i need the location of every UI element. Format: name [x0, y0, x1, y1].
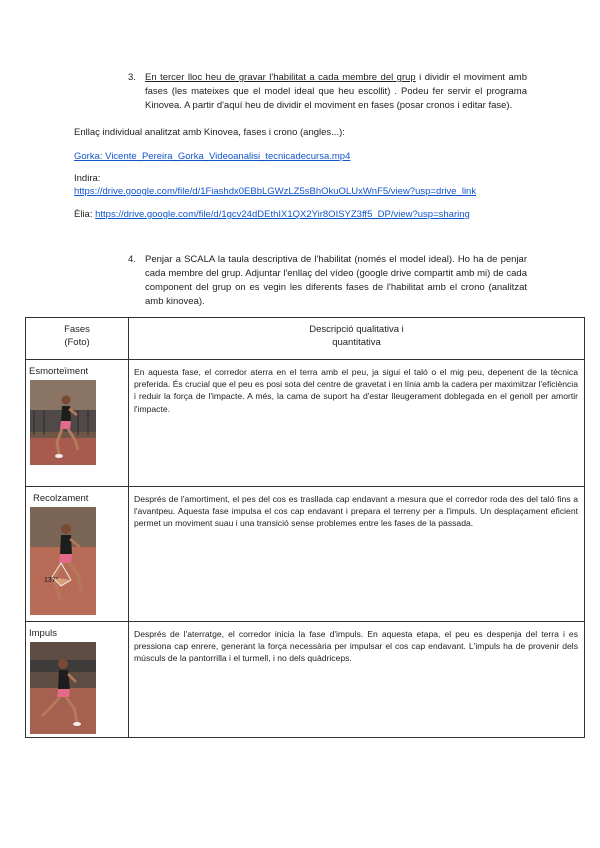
- phases-table: [25, 317, 585, 738]
- table-row: [26, 487, 585, 622]
- table-header-row: [26, 318, 585, 360]
- phase-cell: [26, 622, 129, 738]
- table-row: [26, 360, 585, 487]
- header-phases-label: Fases: [64, 324, 90, 335]
- instruction-item-3: [128, 71, 528, 113]
- header-phases: [26, 318, 129, 360]
- phase-name: Esmorteïment: [29, 366, 89, 377]
- elia-video-link[interactable]: https://drive.google.com/file/d/1gcv24dDEthIX1QX2Yir8OISYZ3ff5_DP/view?usp=sharing: [95, 209, 470, 220]
- item-number: 3.: [128, 72, 136, 83]
- header-description-line1: Descripció qualitativa i: [309, 324, 404, 335]
- gorka-video-link[interactable]: Gorka: Vicente_Pereira_Gorka_Videoanalisi_tecnicadecursa.mp4: [74, 151, 351, 162]
- phase-name: Recolzament: [33, 493, 89, 504]
- item-text: i dividir el moviment amb fases (les mateixes que el model ideal que heu escollit) . Podeu fer servir el programa Kinovea. A partir d'aquí heu de dividir el moviment en fases (posar cronos i editar fase).: [145, 72, 528, 111]
- phase-name: Impuls: [29, 628, 57, 639]
- angle-label: 137°: [44, 577, 59, 584]
- elia-label: Èlia:: [74, 209, 93, 220]
- header-description-line2: quantitativa: [332, 337, 381, 348]
- table-row: [26, 622, 585, 738]
- phase-photo: [30, 507, 96, 615]
- header-description: [129, 318, 585, 360]
- indira-video-link[interactable]: https://drive.google.com/file/d/1Fiashdx0EBbLGWzLZ5sBhOkuOLUxWnF5/view?usp=drive_link: [74, 186, 477, 197]
- phase-cell: [26, 360, 129, 487]
- phase-description: Després de l'amortiment, el pes del cos es trasllada cap endavant a mesura que el corredor roda des del taló fins a l'avantpeu. Aquesta fase impulsa el cos cap endavant i prepara el terreny per a l'impuls. Un desplaçament eficient permet un moviment suau i una transició sense problemes entre les fases de la passada.: [129, 487, 585, 622]
- phase-description: Després de l'aterratge, el corredor inicia la fase d'impuls. En aquesta etapa, el peu es despenja del terra i es pressiona cap enrere, generant la força necessària per impulsar el cos cap endavant. L'impuls ha de provenir dels músculs de la pantorrilla i el turmell, i no dels quàdriceps.: [129, 622, 585, 738]
- phase-description: En aquesta fase, el corredor aterra en el terra amb el peu, ja sigui el taló o el mig peu, depenent de la tècnica preferida. És crucial que el peu es posi sota del centre de gravetat i en línia amb la cadera per maximitzar l'eficiència i reduir la força de l'impacte. A més, la cama de suport ha d'estar lleugerament doblegada en el genoll per amortir l'impacte.: [129, 360, 585, 487]
- indira-label: Indira:: [74, 173, 101, 184]
- item-underlined-text: En tercer lloc heu de gravar l'habilitat a cada membre del grup: [145, 72, 416, 83]
- header-photo-label: (Foto): [64, 337, 90, 348]
- intro-text: Enllaç individual analitzat amb Kinovea, fases i crono (angles...):: [74, 127, 345, 138]
- item-text: Penjar a SCALA la taula descriptiva de l'habilitat (només el model ideal). Ho ha de penjar cada membre del grup. Adjuntar l'enllaç del vídeo (google drive compartit amb mi) de cada component del grup on es vegin les diferents fases de l'habilitat amb el crono (analitzat amb kinovea).: [145, 254, 527, 307]
- phase-cell: [26, 487, 129, 622]
- phase-photo: [30, 380, 96, 465]
- instruction-item-4: [128, 253, 527, 309]
- phase-photo: [30, 642, 96, 734]
- item-number: 4.: [128, 254, 136, 265]
